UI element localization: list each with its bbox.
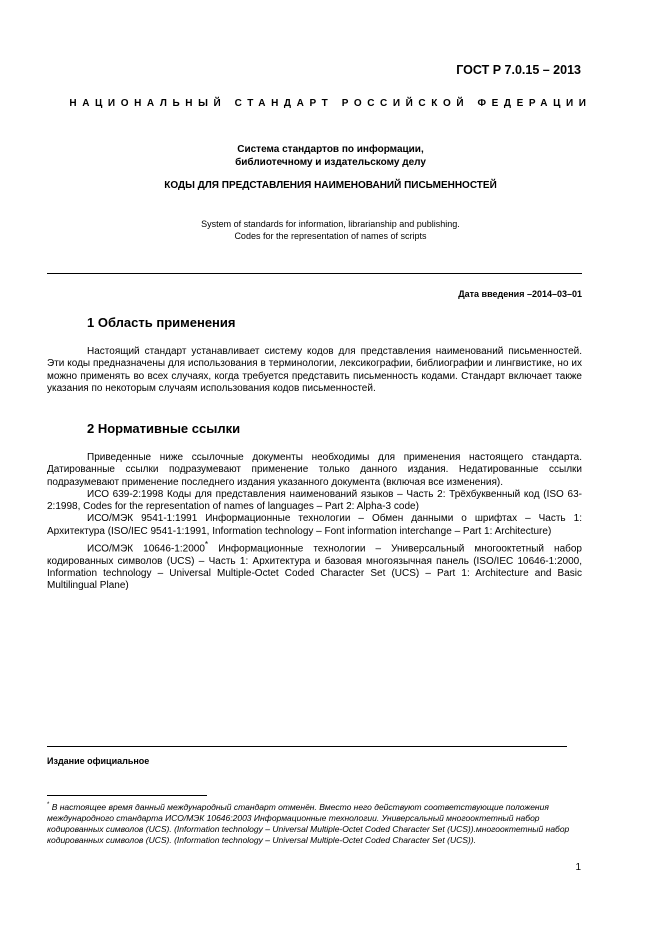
footnote: [47, 800, 582, 846]
section-1-heading: 1 Область применения: [87, 315, 236, 330]
reference-iso-10646-1: [47, 538, 582, 593]
section-2-intro: Приведенные ниже ссылочные документы необходимы для применения настоящего стандарта. Датированные ссылки подразумевают применение только данного издания. Недатированные ссылки подразумевают применение последнего издания указанного документа (включая все изменения).: [47, 452, 582, 488]
english-title-line-1: System of standards for information, librarianship and publishing.: [201, 219, 460, 229]
system-title-line-1: Система стандартов по информации,: [237, 144, 424, 155]
official-edition-label: Издание официальное: [47, 756, 150, 766]
footnote-divider: [47, 795, 207, 796]
page-number: 1: [575, 862, 581, 873]
section-1-body: [47, 346, 582, 395]
edition-divider: [47, 746, 567, 747]
standards-system-title: [0, 143, 661, 169]
footnote-marker: *: [204, 539, 209, 550]
title-divider: [47, 273, 582, 274]
footnote-mark: *: [47, 802, 50, 808]
introduction-date: Дата введения –2014–03–01: [458, 289, 582, 299]
reference-iso-639-2: ИСО 639-2:1998 Коды для представления наименований языков – Часть 2: Трёхбуквенный код (ISO 63-2:1998, Codes for the representation of names of languages – Part 2: Alpha-3 code): [47, 488, 582, 513]
document-number: ГОСТ Р 7.0.15 – 2013: [456, 63, 581, 77]
section-2-body: [47, 452, 582, 593]
section-1-paragraph: Настоящий стандарт устанавливает систему кодов для представления наименований письменностей. Эти коды предназначены для использования в терминологии, лексикографии, библиографии и лингвистике, но их можно применять во всех случаях, когда требуется представить письменность кодами. Стандарт включает также указания по некоторым случаям использования кодов письменностей.: [47, 346, 582, 394]
reference-code: ИСО/МЭК 10646-1:2000: [87, 543, 205, 555]
footnote-text: В настоящее время данный международный стандарт отменён. Вместо него действуют соответствующие положения международного стандарта ИСО/МЭК 10646:2003 Информационные технологии. Универсальный многооктетный набор кодированных символов (UCS). (Information technology – Universal Multiple-Octet Coded Character Set (UCS)).многооктетный набор кодированных символов (UCS). (Information technology – Universal Multiple-Octet Coded Character Set (UCS)).: [47, 801, 570, 845]
system-title-line-2: библиотечному и издательскому делу: [235, 157, 426, 168]
english-title-line-2: Codes for the representation of names of scripts: [234, 231, 427, 241]
reference-text: Информационные технологии – Универсальный многооктетный набор кодированных символов (UCS) – Часть 1: Архитектура и базовая многоязычная панель (ISO/IEC 10646-1:2000, Information technology – Universal Multiple-Octet Coded Character Set (UCS) – Part 1: Architecture and Basic Multilingual Plane): [47, 543, 582, 592]
reference-iso-9541-1: ИСО/МЭК 9541-1:1991 Информационные технологии – Обмен данными о шрифтах – Часть 1: Архитектура (ISO/IEC 9541-1:1991, Information technology – Font information interchange – Part 1: Architecture): [47, 513, 582, 537]
section-2-heading: 2 Нормативные ссылки: [87, 421, 241, 436]
english-title: [0, 218, 661, 242]
document-main-title: КОДЫ ДЛЯ ПРЕДСТАВЛЕНИЯ НАИМЕНОВАНИЙ ПИСЬМЕННОСТЕЙ: [164, 180, 497, 191]
national-standard-banner: НАЦИОНАЛЬНЫЙ СТАНДАРТ РОССИЙСКОЙ ФЕДЕРАЦИИ: [69, 98, 592, 109]
